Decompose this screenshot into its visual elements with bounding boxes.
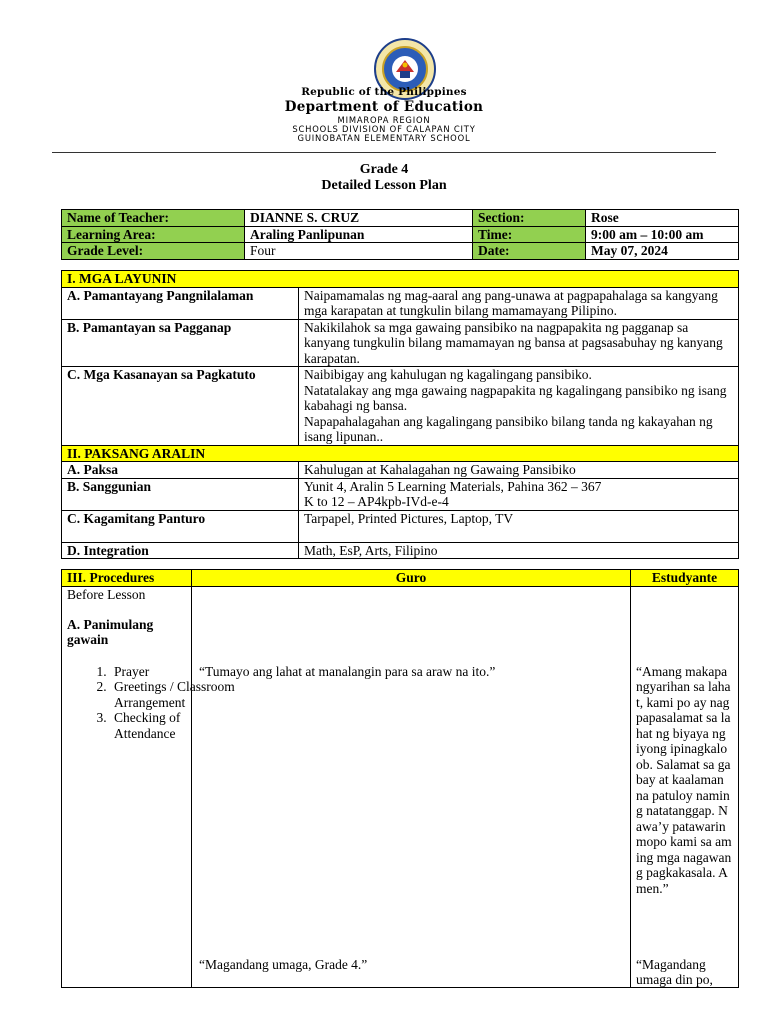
area-label: Learning Area: bbox=[62, 226, 245, 243]
section-label: Section: bbox=[473, 210, 586, 227]
materials-text: Tarpapel, Printed Pictures, Laptop, TV bbox=[299, 510, 739, 542]
list-item: 1. Prayer bbox=[110, 664, 235, 680]
performance-standard-text: Nakikilahok sa mga gawaing pansibiko na nagpapakita ng pagganap sa kanyang tungkulin bilang mamamayan ng bansa at pagsasabuhay ng kanyang karapatan. bbox=[299, 319, 739, 367]
topic-text: Kahulugan at Kahalagahan ng Gawaing Pansibiko bbox=[299, 462, 739, 479]
info-row bbox=[62, 210, 739, 227]
competency-line: Naibibigay ang kahulugan ng kagalingang pansibiko. bbox=[304, 367, 592, 382]
grade-title: Grade 4 bbox=[359, 162, 409, 177]
subject-heading: II. PAKSANG ARALIN bbox=[62, 445, 739, 462]
teacher-greeting-text: “Magandang umaga, Grade 4.” bbox=[199, 956, 368, 972]
reference-text bbox=[299, 478, 739, 510]
integration-label: D. Integration bbox=[62, 542, 299, 559]
department-heading: Department of Education bbox=[284, 99, 484, 115]
reference-label: B. Sanggunian bbox=[62, 478, 299, 510]
plan-title: Detailed Lesson Plan bbox=[321, 178, 447, 193]
student-column-heading: Estudyante bbox=[631, 570, 739, 587]
student-prayer-text: “Amang makapangyarihan sa lahat, kami po ay nagpapasalamat sa lahat ng biyaya ng iyong ipinagkaloob. Salamat sa gabay at kaalaman na patuloy naming natatanggap. Nawa’y patawarin mopo kami sa aming mga nagawang pagkakasala. Amen.” bbox=[636, 663, 732, 896]
procedures-table bbox=[61, 569, 739, 988]
reference-line: K to 12 – AP4kpb-IVd-e-4 bbox=[304, 494, 449, 509]
content-standard-label: A. Pamantayang Pangnilalaman bbox=[62, 287, 299, 319]
topic-label: A. Paksa bbox=[62, 462, 299, 479]
materials-label: C. Kagamitang Panturo bbox=[62, 510, 299, 542]
teacher-column-heading: Guro bbox=[192, 570, 631, 587]
competencies-text bbox=[299, 367, 739, 446]
student-activity-cell bbox=[631, 586, 739, 987]
list-item: 2. Greetings / Classroom Arrangement bbox=[110, 679, 235, 710]
content-standard-text: Naipamamalas ng mag-aaral ang pang-unawa at pagpapahalaga sa kangyang mga karapatan at tungkulin bilang mamamayang Pilipino. bbox=[299, 287, 739, 319]
before-lesson-label: Before Lesson bbox=[67, 586, 146, 602]
competencies-label: C. Mga Kasanayan sa Pagkatuto bbox=[62, 367, 299, 446]
level-label: Grade Level: bbox=[62, 243, 245, 260]
school-heading: GUINOBATAN ELEMENTARY SCHOOL bbox=[297, 133, 471, 143]
procedures-steps-cell bbox=[62, 586, 235, 987]
region-heading: MIMAROPA REGION bbox=[337, 115, 431, 125]
teacher-label: Name of Teacher: bbox=[62, 210, 245, 227]
info-row bbox=[62, 226, 739, 243]
reference-line: Yunit 4, Aralin 5 Learning Materials, Pahina 362 – 367 bbox=[304, 478, 602, 494]
teacher-prayer-text: “Tumayo ang lahat at manalangin para sa araw na ito.” bbox=[199, 663, 496, 679]
republic-heading: Republic of the Philippines bbox=[301, 86, 467, 98]
competency-line: Napapahalagahan ang kagalingang pansibiko bilang tanda ng kakayahan ng isang lipunan.. bbox=[304, 413, 713, 444]
time-value: 9:00 am – 10:00 am bbox=[586, 226, 739, 243]
competency-line: Natatalakay ang mga gawaing nagpapakita ng kagalingang pansibiko ng isang kabahagi ng bansa. bbox=[304, 382, 727, 413]
division-heading: SCHOOLS DIVISION OF CALAPAN CITY bbox=[292, 124, 476, 134]
section-value: Rose bbox=[586, 210, 739, 227]
info-table bbox=[61, 209, 739, 260]
performance-standard-label: B. Pamantayan sa Pagganap bbox=[62, 319, 299, 367]
header-divider bbox=[52, 152, 716, 153]
date-label: Date: bbox=[473, 243, 586, 260]
integration-text: Math, EsP, Arts, Filipino bbox=[299, 542, 739, 559]
time-label: Time: bbox=[473, 226, 586, 243]
objectives-table bbox=[61, 270, 739, 559]
teacher-activity-cell bbox=[192, 586, 631, 987]
panimulang-gawain-label: A. Panimulang gawain bbox=[67, 616, 154, 647]
procedures-heading: III. Procedures bbox=[62, 570, 192, 587]
date-value: May 07, 2024 bbox=[586, 243, 739, 260]
teacher-value: DIANNE S. CRUZ bbox=[245, 210, 473, 227]
info-row bbox=[62, 243, 739, 260]
objectives-heading: I. MGA LAYUNIN bbox=[62, 271, 739, 288]
student-greeting-text: “Magandang umaga din po, bbox=[636, 956, 713, 987]
list-item: 3. Checking of Attendance bbox=[110, 710, 235, 741]
level-value: Four bbox=[245, 243, 473, 260]
area-value: Araling Panlipunan bbox=[245, 226, 473, 243]
